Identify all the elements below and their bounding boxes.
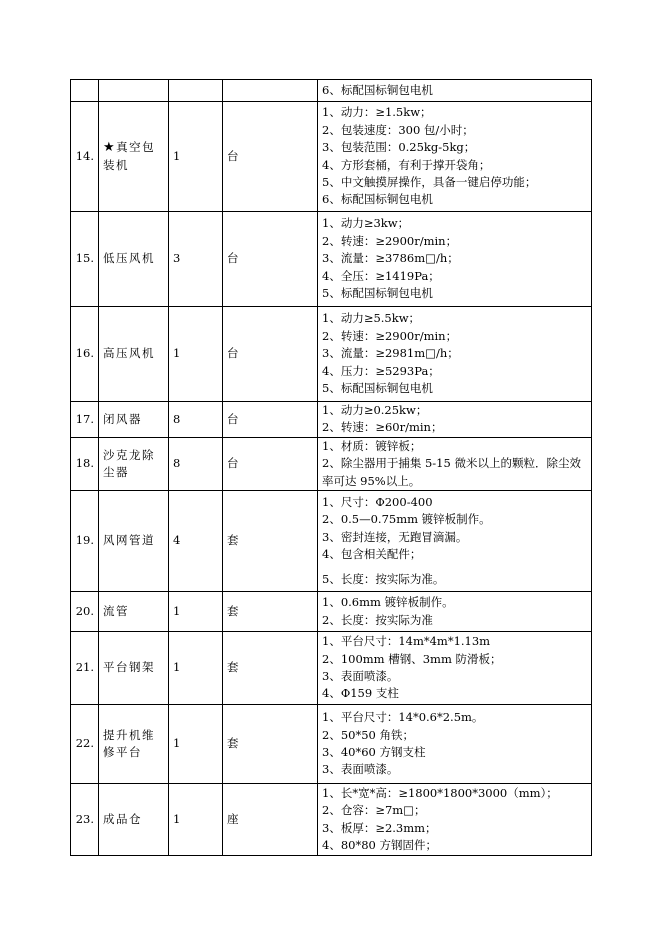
spec-line: 2、除尘器用于捕集 5-15 微米以上的颗粒．除尘效率可达 95%以上。 — [322, 456, 581, 488]
star-icon: ★ — [103, 140, 117, 156]
item-number: 15. — [71, 212, 99, 307]
item-name: 真空包装机 — [103, 140, 156, 172]
table-row — [71, 307, 592, 402]
item-number: 20. — [71, 592, 99, 632]
item-name: 高压风机 — [99, 307, 169, 402]
spec-line: 2、100mm 槽钢、3mm 防滑板； — [322, 651, 502, 666]
item-number: 19. — [71, 491, 99, 592]
item-quantity: 8 — [169, 402, 223, 438]
item-name: 成品仓 — [99, 784, 169, 856]
item-name-cell — [99, 102, 169, 212]
table-row — [71, 491, 592, 592]
item-quantity: 4 — [169, 491, 223, 592]
spec-line: 3、表面喷漆。 — [322, 669, 399, 684]
item-quantity: 1 — [169, 592, 223, 632]
item-name: 沙克龙除尘器 — [99, 437, 169, 490]
table-row — [71, 212, 592, 307]
item-spec — [318, 491, 592, 592]
spec-line: 3、板厚：≥2.3mm； — [322, 820, 437, 835]
spec-line: 2、转速：≥2900r/min； — [322, 233, 458, 248]
table-row — [71, 784, 592, 856]
spec-line: 6、标配国标铜包电机 — [322, 192, 433, 207]
item-spec — [318, 705, 592, 784]
item-number: 16. — [71, 307, 99, 402]
spec-line: 1、平台尺寸：14*0.6*2.5m。 — [322, 710, 484, 725]
item-name: 风网管道 — [99, 491, 169, 592]
item-number: 22. — [71, 705, 99, 784]
item-name — [99, 80, 169, 102]
spec-line: 2、转速：≥60r/min； — [322, 420, 443, 435]
item-spec — [318, 402, 592, 438]
item-number — [71, 80, 99, 102]
item-number: 23. — [71, 784, 99, 856]
item-name: 流管 — [99, 592, 169, 632]
item-quantity: 8 — [169, 437, 223, 490]
item-quantity: 1 — [169, 632, 223, 705]
item-name: 提升机维修平台 — [99, 705, 169, 784]
item-quantity: 1 — [169, 307, 223, 402]
spec-line: 3、流量：≥2981m□/h； — [322, 346, 459, 361]
item-unit: 台 — [223, 102, 318, 212]
spec-line: 3、表面喷漆。 — [322, 762, 399, 777]
item-spec — [318, 784, 592, 856]
item-quantity: 1 — [169, 102, 223, 212]
table-row — [71, 592, 592, 632]
spec-line: 4、Φ159 支柱 — [322, 686, 399, 701]
table-row — [71, 437, 592, 490]
equipment-spec-table — [70, 79, 592, 856]
spec-line: 1、动力：≥1.5kw； — [322, 105, 432, 120]
spec-line: 3、40*60 方钢支柱 — [322, 745, 426, 760]
item-unit: 套 — [223, 705, 318, 784]
spec-line: 4、压力：≥5293Pa； — [322, 363, 440, 378]
item-spec — [318, 632, 592, 705]
table-row — [71, 80, 592, 102]
spec-line: 3、密封连接，无跑冒滴漏。 — [322, 529, 468, 544]
item-spec — [318, 80, 592, 102]
item-name: 闭风器 — [99, 402, 169, 438]
spec-line: 5、标配国标铜包电机 — [322, 286, 433, 301]
spec-line: 1、0.6mm 镀锌板制作。 — [322, 595, 454, 610]
spec-line: 5、标配国标铜包电机 — [322, 381, 433, 396]
item-number: 17. — [71, 402, 99, 438]
item-spec — [318, 437, 592, 490]
spec-line: 2、50*50 角铁； — [322, 727, 414, 742]
table-row — [71, 705, 592, 784]
item-quantity — [169, 80, 223, 102]
spec-line: 4、80*80 方钢固件； — [322, 837, 437, 852]
item-unit: 台 — [223, 437, 318, 490]
item-quantity: 3 — [169, 212, 223, 307]
item-unit: 台 — [223, 402, 318, 438]
item-number: 21. — [71, 632, 99, 705]
spec-line: 1、尺寸：Φ200-400 — [322, 495, 433, 510]
item-spec — [318, 307, 592, 402]
spec-line: 3、包装范围：0.25kg-5kg； — [322, 140, 476, 155]
item-name: 平台钢架 — [99, 632, 169, 705]
table-row — [71, 402, 592, 438]
spec-line: 2、仓容：≥7m□； — [322, 803, 426, 818]
spec-line: 5、长度：按实际为准。 — [322, 571, 445, 586]
spec-line: 4、包含相关配件； — [322, 547, 422, 562]
item-unit — [223, 80, 318, 102]
spec-line: 1、动力≥3kw； — [322, 216, 410, 231]
item-spec — [318, 212, 592, 307]
spec-line: 4、全压：≥1419Pa； — [322, 268, 440, 283]
item-quantity: 1 — [169, 784, 223, 856]
table-row — [71, 102, 592, 212]
item-unit: 套 — [223, 491, 318, 592]
spec-line: 3、流量：≥3786m□/h； — [322, 251, 459, 266]
item-quantity: 1 — [169, 705, 223, 784]
item-unit: 台 — [223, 307, 318, 402]
spec-line: 6、标配国标铜包电机 — [322, 82, 433, 97]
spec-line: 1、动力≥5.5kw； — [322, 311, 421, 326]
spec-line: 2、长度：按实际为准 — [322, 612, 433, 627]
spec-line: 1、长*宽*高：≥1800*1800*3000（mm）； — [322, 785, 558, 800]
spec-line: 1、材质：镀锌板； — [322, 438, 422, 453]
item-unit: 套 — [223, 632, 318, 705]
spec-line: 2、包装速度：300 包/小时； — [322, 122, 474, 137]
spec-line: 2、转速：≥2900r/min； — [322, 328, 458, 343]
item-unit: 套 — [223, 592, 318, 632]
spec-line: 5、中文触摸屏操作，具备一键启停功能； — [322, 174, 537, 189]
item-spec — [318, 102, 592, 212]
spec-line: 2、0.5—0.75mm 镀锌板制作。 — [322, 512, 491, 527]
item-unit: 座 — [223, 784, 318, 856]
item-number: 18. — [71, 437, 99, 490]
item-name: 低压风机 — [99, 212, 169, 307]
item-spec — [318, 592, 592, 632]
spec-line: 1、平台尺寸：14m*4m*1.13m — [322, 634, 491, 649]
item-number: 14. — [71, 102, 99, 212]
table-row — [71, 632, 592, 705]
spec-line: 4、方形套桶，有利于撑开袋角； — [322, 157, 491, 172]
spec-line: 1、动力≥0.25kw； — [322, 403, 428, 417]
item-unit: 台 — [223, 212, 318, 307]
